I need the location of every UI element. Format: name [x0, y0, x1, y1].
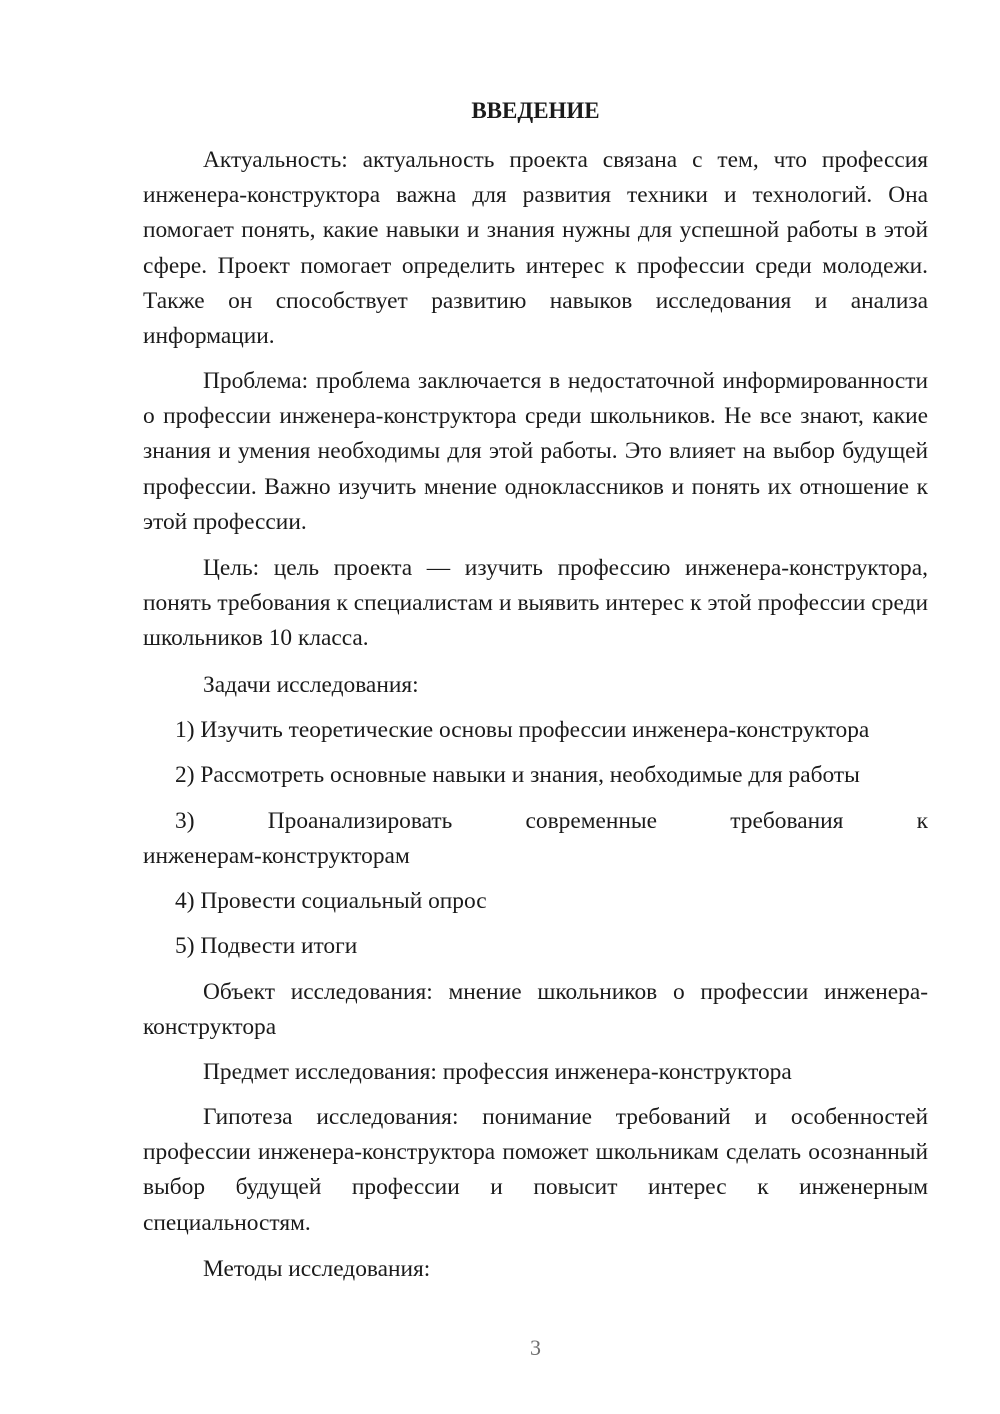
task-item-3: 3) Проанализировать современные требования к инженерам-конструкторам: [143, 808, 928, 870]
methods-heading: Методы исследования:: [203, 1256, 431, 1282]
task-item-4: 4) Провести социальный опрос: [175, 888, 487, 914]
task-item-5: 5) Подвести итоги: [175, 933, 358, 959]
task-item-1: 1) Изучить теоретические основы профессии инженера-конструктора: [175, 717, 870, 743]
hypothesis-paragraph: Гипотеза исследования: понимание требований и особенностей профессии инженера-конструктора поможет школьникам сделать осознанный выбор будущей профессии и повысит интерес к инженерным специальностям.: [143, 1104, 928, 1236]
object-paragraph: Объект исследования: мнение школьников о профессии инженера-конструктора: [143, 979, 928, 1041]
problem-paragraph: Проблема: проблема заключается в недостаточной информированности о профессии инженера-конструктора среди школьников. Не все знают, какие знания и умения необходимы для этой работы. Это влияет на выбор будущей профессии. Важно изучить мнение одноклассников и понять их отношение к этой профессии.: [143, 368, 928, 535]
subject-paragraph: Предмет исследования: профессия инженера-конструктора: [203, 1059, 792, 1085]
relevance-paragraph: Актуальность: актуальность проекта связана с тем, что профессия инженера-конструктора важна для развития техники и технологий. Она помогает понять, какие навыки и знания нужны для успешной работы в этой сфере. Проект помогает определить интерес к профессии среди молодежи. Также он способствует развитию навыков исследования и анализа информации.: [143, 147, 928, 350]
goal-paragraph: Цель: цель проекта — изучить профессию инженера-конструктора, понять требования к специалистам и выявить интерес к этой профессии среди школьников 10 класса.: [143, 555, 928, 652]
task-item-2: 2) Рассмотреть основные навыки и знания, необходимые для работы: [175, 762, 860, 788]
page-number: 3: [530, 1335, 541, 1360]
page-title: ВВЕДЕНИЕ: [471, 98, 600, 123]
tasks-heading: Задачи исследования:: [203, 672, 419, 698]
